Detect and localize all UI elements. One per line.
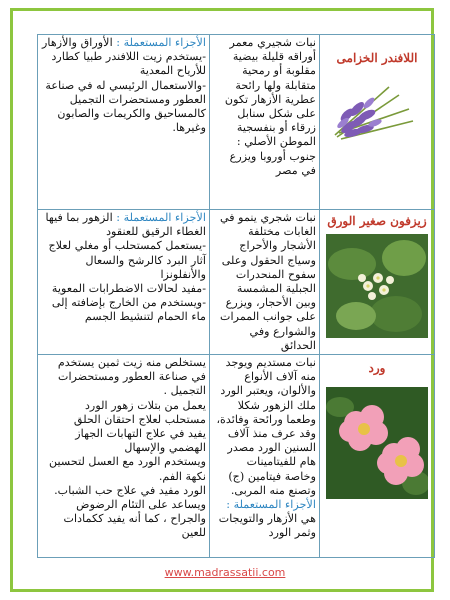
plant-description: نبات مستديم ويوجد منه آلاف الأنواع والألوان، ويعتبر الورد ملك الزهور شكلا وطعما ورائحة وفائدة، وقد عرف منذ آلاف السنين الورد مصدر هام للفيتامينات وخاصة فيتامين (ج) وتصنع منه المربى. [216, 356, 316, 497]
table-row [38, 210, 435, 355]
footer [0, 566, 450, 579]
lavender-photo [329, 75, 425, 145]
plant-name: زيزفون صغير الورق [327, 214, 427, 228]
uses-line: الورد مفيد في علاج حب الشباب. [54, 483, 206, 497]
table-row [38, 35, 435, 210]
uses-parts: هي الأزهار والتويجات وثمر الورد [218, 512, 316, 540]
plant-name-cell [320, 35, 435, 210]
uses-line: ويستخدم الورد مع العسل لتحسين نكهة الفم. [49, 455, 206, 483]
plant-name-cell [320, 355, 435, 558]
uses-line: يستخلص منه زيت ثمين يستخدم في صناعة العطور ومستحضرات التجميل . [57, 356, 206, 398]
plant-name-cell [320, 210, 435, 355]
footer-link[interactable]: www.madrassatii.com [164, 566, 286, 579]
uses-parts: الأوراق والأزهار [42, 36, 113, 49]
plant-name: اللافندر الخزامى [336, 51, 418, 65]
uses-label: الأجزاء المستعملة : [226, 498, 316, 512]
plant-uses-cell [38, 210, 210, 355]
plant-description-cell [210, 210, 320, 355]
plant-name: ورد [368, 361, 386, 376]
table-row [38, 355, 435, 558]
uses-line: -مفيد لحالات الاضطرابات المعوية -ويستخدم من الخارج بإضافته إلى ماء الحمام لتنشيط الجسم [51, 282, 206, 324]
uses-label: الأجزاء المستعملة : [116, 211, 206, 224]
plant-uses-cell [38, 355, 210, 558]
plants-table [37, 34, 435, 558]
plant-description-cell [210, 35, 320, 210]
uses-line: -والاستعمال الرئيسي له في صناعة العطور ومستحضرات التجميل كالمساحيق والكريمات والصابون وغيرها. [45, 78, 206, 135]
plant-uses-cell [38, 35, 210, 210]
uses-label: الأجزاء المستعملة : [116, 36, 206, 49]
uses-line: -يستخدم زيت اللافندر طبيا كطارد للأرياح المعدية [51, 50, 206, 78]
uses-line: يعمل من بتلات زهور الورد مستحلب لعلاج احتقان الحلق [73, 398, 206, 426]
rose-photo [326, 387, 428, 499]
plant-description: نبات شجري ينمو في الغابات مختلفة الأشجار والأحراج وسياج الحقول وعلى سفوح المنحدرات الجبلية المشمسة وبين الأحجار، ويزرع على جوانب الممرات والشوارع وفي الحدائق [219, 211, 316, 352]
uses-line: -يستعمل كمستحلب أو مغلي لعلاج آثار البرد كالرشح والسعال والأنفلونزا [48, 239, 206, 281]
linden-photo [326, 234, 428, 338]
uses-parts: الزهور بما فيها الغطاء الرقيق للعنقود [45, 211, 206, 239]
uses-line: يفيد في علاج التهابات الجهاز الهضمي والإسهال [75, 427, 206, 455]
plant-description: نبات شجيري معمر أوراقه قليلة بيضية مقلوبة أو رمحية متقابلة ولها رائحة عطرية الأزهار تكون على شكل سنابل زرقاء أو بنفسجية الموطن الأصلي : جنوب أوروبا ويزرع في مصر [224, 36, 316, 177]
plant-description-cell [210, 355, 320, 558]
uses-line: ويساعد على التئام الرضوض والجراح ، كما أنه يفيد ككمادات للعين [63, 498, 206, 540]
